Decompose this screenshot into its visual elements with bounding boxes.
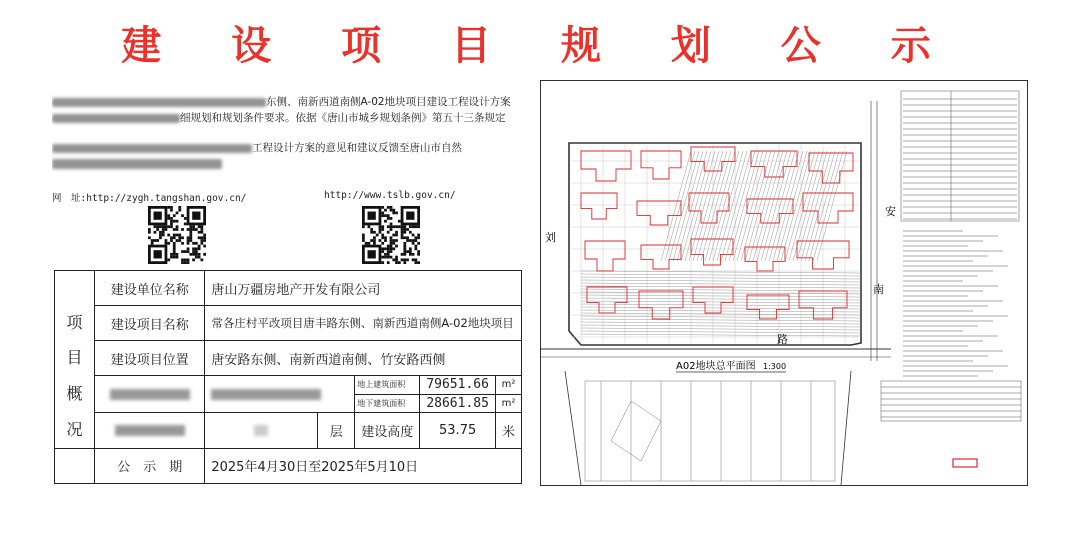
notice-text: [52, 94, 522, 172]
redacted-text: [52, 98, 266, 107]
site-plan-drawing: [540, 80, 1028, 486]
notice-line-3: 工程设计方案的意见和建议反馈至唐山市自然: [52, 140, 522, 156]
redacted-value: [205, 413, 318, 449]
qr-code-icon: [148, 206, 206, 264]
side-label-3: 概: [55, 376, 95, 413]
name-value: 常各庄村平改项目唐丰路东侧、南新西道南侧A-02地块项目: [205, 306, 522, 341]
height-label: 建设高度: [355, 413, 420, 449]
road-label: 南: [873, 283, 884, 296]
floor-label: 层: [318, 413, 355, 449]
side-cell: [55, 271, 95, 306]
location-value: 唐安路东侧、南新西道南侧、竹安路西侧: [205, 341, 522, 376]
qr-code-icon: [362, 206, 420, 264]
area-unit: m²: [495, 376, 521, 395]
above-ground-value: 79651.66: [420, 376, 496, 395]
road-label: 路: [777, 333, 788, 346]
unit-value: 唐山万疆房地产开发有限公司: [205, 271, 522, 306]
below-ground-label: 地下建筑面积: [355, 394, 420, 413]
side-cell: [55, 448, 95, 483]
url-tslb[interactable]: http://www.tslb.gov.cn/: [324, 190, 456, 201]
redacted-text: [52, 144, 252, 153]
period-value: 2025年4月30日至2025年5月10日: [205, 448, 522, 483]
redacted-text: [52, 114, 180, 123]
height-value: 53.75: [420, 413, 496, 449]
notice-redacted-line: [52, 156, 522, 172]
redacted-label: [95, 376, 205, 413]
side-label-4: 况: [55, 413, 95, 449]
notice-line-1: 东侧、南新西道南侧A-02地块项目建设工程设计方案: [52, 94, 522, 110]
side-label-1: 项: [55, 306, 95, 341]
side-label-2: 目: [55, 341, 95, 376]
road-label: 刘: [545, 231, 556, 244]
height-unit: 米: [495, 413, 521, 449]
below-ground-value: 28661.85: [420, 394, 496, 413]
redacted-value: [205, 376, 355, 413]
plan-scale: 1:300: [763, 362, 787, 371]
redacted-label: [95, 413, 205, 449]
road-label: 安: [885, 205, 896, 218]
page-title: 建 设 项 目 规 划 公 示: [121, 22, 959, 69]
unit-label: 建设单位名称: [95, 271, 205, 306]
notice-line-2: 细规划和规划条件要求。依据《唐山市城乡规划条例》第五十三条规定: [52, 110, 522, 126]
site-plan-svg: [541, 81, 1027, 485]
notice-blank: [52, 126, 522, 140]
above-ground-label: 地上建筑面积: [355, 376, 420, 395]
name-label: 建设项目名称: [95, 306, 205, 341]
area-unit: m²: [495, 394, 521, 413]
plan-caption: A02地块总平面图: [676, 361, 756, 372]
redacted-text: [52, 159, 222, 169]
period-label: 公 示 期: [95, 448, 205, 483]
location-label: 建设项目位置: [95, 341, 205, 376]
project-info-table: [54, 270, 522, 484]
url-zygh[interactable]: 网 址:http://zygh.tangshan.gov.cn/: [52, 193, 247, 204]
